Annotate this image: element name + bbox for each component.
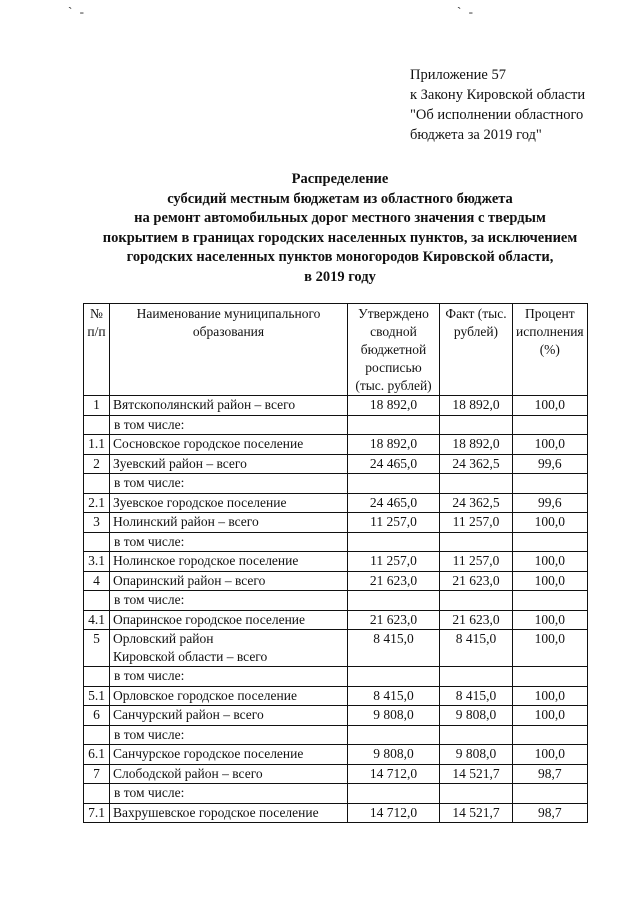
cell-fact: 9 808,0 [440, 745, 513, 765]
cell-name: Зуевский район – всего [110, 454, 348, 474]
cell-fact: 11 257,0 [440, 552, 513, 572]
cell-name [110, 630, 348, 667]
scan-mark-left: ` - [68, 4, 86, 19]
cell-pct: 100,0 [513, 686, 588, 706]
cell-num: 6 [84, 706, 110, 726]
title-line: на ремонт автомобильных дорог местного значения с твердым [134, 210, 546, 227]
cell-pct: 100,0 [513, 571, 588, 591]
table-row [84, 571, 588, 591]
table-row [84, 474, 588, 494]
table-row [84, 396, 588, 416]
cell-plan: 24 465,0 [348, 454, 440, 474]
cell-num [84, 591, 110, 611]
cell-num: 3 [84, 513, 110, 533]
cell-num: 1 [84, 396, 110, 416]
cell-name-line: Кировской области – всего [113, 649, 268, 664]
appendix-line: "Об исполнении областного [410, 107, 584, 123]
cell-name: Зуевское городское поселение [110, 493, 348, 513]
cell-fact [440, 415, 513, 435]
cell-fact [440, 784, 513, 804]
table-row [84, 591, 588, 611]
header-plan: Утверждено сводной бюджетной росписью (тыс. рублей) [348, 304, 440, 396]
cell-pct [513, 474, 588, 494]
cell-num [84, 784, 110, 804]
cell-pct [513, 532, 588, 552]
cell-num [84, 667, 110, 687]
cell-name: в том числе: [110, 784, 348, 804]
cell-num: 3.1 [84, 552, 110, 572]
cell-plan [348, 784, 440, 804]
cell-fact [440, 532, 513, 552]
cell-name: в том числе: [110, 667, 348, 687]
cell-plan: 9 808,0 [348, 745, 440, 765]
table-row [84, 610, 588, 630]
document-title [50, 170, 630, 288]
cell-name: в том числе: [110, 591, 348, 611]
cell-name: в том числе: [110, 532, 348, 552]
cell-pct [513, 784, 588, 804]
cell-fact: 24 362,5 [440, 493, 513, 513]
cell-plan [348, 532, 440, 552]
subsidy-table [83, 303, 588, 823]
cell-name: Вахрушевское городское поселение [110, 803, 348, 823]
title-line: Распределение [291, 171, 389, 187]
cell-fact: 21 623,0 [440, 610, 513, 630]
table-row [84, 784, 588, 804]
cell-plan: 11 257,0 [348, 513, 440, 533]
table-row [84, 706, 588, 726]
cell-plan [348, 591, 440, 611]
cell-num: 2.1 [84, 493, 110, 513]
cell-pct: 100,0 [513, 745, 588, 765]
cell-fact [440, 667, 513, 687]
cell-num: 7.1 [84, 803, 110, 823]
appendix-header [410, 65, 625, 145]
table-row [84, 667, 588, 687]
table-row [84, 435, 588, 455]
cell-plan: 9 808,0 [348, 706, 440, 726]
cell-num [84, 532, 110, 552]
cell-plan: 18 892,0 [348, 435, 440, 455]
cell-fact: 8 415,0 [440, 686, 513, 706]
table-body [84, 396, 588, 823]
cell-fact: 11 257,0 [440, 513, 513, 533]
cell-num: 7 [84, 764, 110, 784]
scan-mark-right: ` - [457, 4, 475, 19]
cell-name: в том числе: [110, 725, 348, 745]
title-line: покрытием в границах городских населенных пунктов, за исключением [102, 229, 578, 246]
cell-plan: 21 623,0 [348, 571, 440, 591]
cell-pct [513, 415, 588, 435]
cell-fact: 18 892,0 [440, 396, 513, 416]
cell-plan [348, 725, 440, 745]
cell-fact: 21 623,0 [440, 571, 513, 591]
cell-pct [513, 591, 588, 611]
cell-pct: 100,0 [513, 435, 588, 455]
table-row [84, 764, 588, 784]
cell-pct: 99,6 [513, 493, 588, 513]
cell-pct: 100,0 [513, 610, 588, 630]
cell-num [84, 415, 110, 435]
table-row [84, 725, 588, 745]
cell-plan: 24 465,0 [348, 493, 440, 513]
appendix-line: Приложение 57 [410, 67, 506, 83]
cell-num: 4.1 [84, 610, 110, 630]
cell-num: 4 [84, 571, 110, 591]
cell-plan: 8 415,0 [348, 686, 440, 706]
cell-fact: 18 892,0 [440, 435, 513, 455]
cell-name: в том числе: [110, 474, 348, 494]
cell-num: 5 [84, 630, 110, 667]
cell-fact: 8 415,0 [440, 630, 513, 667]
cell-num: 5.1 [84, 686, 110, 706]
cell-fact: 14 521,7 [440, 803, 513, 823]
table-row [84, 415, 588, 435]
cell-plan: 21 623,0 [348, 610, 440, 630]
cell-name: Опаринское городское поселение [110, 610, 348, 630]
table-row [84, 552, 588, 572]
cell-fact: 9 808,0 [440, 706, 513, 726]
cell-num: 2 [84, 454, 110, 474]
header-pct: Процент исполнения (%) [513, 304, 588, 396]
cell-plan [348, 474, 440, 494]
cell-name: Санчурское городское поселение [110, 745, 348, 765]
cell-plan: 11 257,0 [348, 552, 440, 572]
table-row [84, 803, 588, 823]
cell-fact: 24 362,5 [440, 454, 513, 474]
cell-fact: 14 521,7 [440, 764, 513, 784]
cell-name: Вятскополянский район – всего [110, 396, 348, 416]
cell-pct: 100,0 [513, 552, 588, 572]
cell-name: Санчурский район – всего [110, 706, 348, 726]
header-num: № п/п [84, 304, 110, 396]
cell-name: Слободской район – всего [110, 764, 348, 784]
cell-name: в том числе: [110, 415, 348, 435]
cell-pct: 98,7 [513, 764, 588, 784]
cell-pct [513, 667, 588, 687]
table-row [84, 745, 588, 765]
cell-num: 6.1 [84, 745, 110, 765]
cell-pct: 100,0 [513, 630, 588, 667]
table-row [84, 686, 588, 706]
appendix-line: к Закону Кировской области [410, 87, 586, 103]
cell-name: Орловское городское поселение [110, 686, 348, 706]
table-header-row [84, 304, 588, 396]
cell-pct: 100,0 [513, 513, 588, 533]
cell-plan: 14 712,0 [348, 764, 440, 784]
cell-name-line: Орловский район [113, 631, 214, 646]
cell-name: Сосновское городское поселение [110, 435, 348, 455]
cell-plan: 18 892,0 [348, 396, 440, 416]
cell-plan: 8 415,0 [348, 630, 440, 667]
cell-name: Нолинское городское поселение [110, 552, 348, 572]
table-row [84, 454, 588, 474]
title-line: городских населенных пунктов моногородов Кировской области, [126, 249, 554, 266]
cell-pct: 99,6 [513, 454, 588, 474]
cell-pct: 98,7 [513, 803, 588, 823]
table-row [84, 630, 588, 667]
cell-fact [440, 591, 513, 611]
cell-pct [513, 725, 588, 745]
cell-num [84, 474, 110, 494]
cell-plan [348, 415, 440, 435]
cell-pct: 100,0 [513, 396, 588, 416]
cell-fact [440, 725, 513, 745]
cell-pct: 100,0 [513, 706, 588, 726]
cell-name: Опаринский район – всего [110, 571, 348, 591]
cell-plan: 14 712,0 [348, 803, 440, 823]
cell-num: 1.1 [84, 435, 110, 455]
cell-name: Нолинский район – всего [110, 513, 348, 533]
table-row [84, 532, 588, 552]
title-line: субсидий местным бюджетам из областного бюджета [167, 190, 513, 207]
cell-fact [440, 474, 513, 494]
appendix-line: бюджета за 2019 год" [410, 127, 542, 143]
header-name: Наименование муниципального образования [110, 304, 348, 396]
title-line: в 2019 году [304, 268, 376, 285]
header-fact: Факт (тыс. рублей) [440, 304, 513, 396]
cell-plan [348, 667, 440, 687]
table-row [84, 513, 588, 533]
table-row [84, 493, 588, 513]
cell-num [84, 725, 110, 745]
